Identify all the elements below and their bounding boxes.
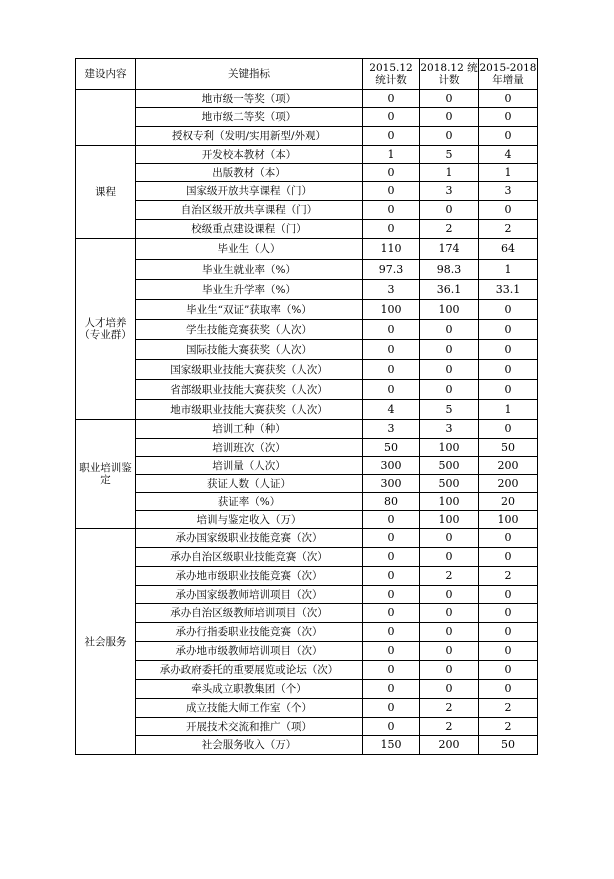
increase-cell: 0 xyxy=(479,90,538,108)
value-2018-cell: 5 xyxy=(420,146,479,164)
table-row xyxy=(76,360,538,380)
table-row xyxy=(76,457,538,475)
indicator-cell: 承办地市级职业技能竞赛（次） xyxy=(136,567,363,586)
value-2015-cell: 50 xyxy=(363,439,420,457)
increase-cell: 0 xyxy=(479,340,538,360)
indicator-cell: 承办国家级教师培训项目（次） xyxy=(136,586,363,604)
indicator-cell: 出版教材（本） xyxy=(136,164,363,182)
increase-cell: 1 xyxy=(479,164,538,182)
value-2018-cell: 0 xyxy=(420,201,479,220)
indicator-cell: 自治区级开放共享课程（门） xyxy=(136,201,363,220)
indicator-cell: 承办自治区级职业技能竞赛（次） xyxy=(136,548,363,567)
table-row xyxy=(76,220,538,239)
indicator-cell: 培训与鉴定收入（万） xyxy=(136,511,363,529)
indicator-cell: 授权专利（发明/实用新型/外观） xyxy=(136,127,363,146)
value-2015-cell: 0 xyxy=(363,680,420,699)
table-row xyxy=(76,127,538,146)
table-row xyxy=(76,736,538,755)
value-2015-cell: 110 xyxy=(363,239,420,260)
increase-cell: 20 xyxy=(479,493,538,511)
value-2018-cell: 0 xyxy=(420,529,479,548)
value-2018-cell: 2 xyxy=(420,567,479,586)
table-row xyxy=(76,699,538,718)
value-2015-cell: 100 xyxy=(363,300,420,320)
increase-cell: 4 xyxy=(479,146,538,164)
table-row xyxy=(76,340,538,360)
increase-cell: 200 xyxy=(479,457,538,475)
value-2018-cell: 2 xyxy=(420,718,479,736)
value-2015-cell: 0 xyxy=(363,642,420,661)
indicator-cell: 毕业生（人） xyxy=(136,239,363,260)
value-2018-cell: 3 xyxy=(420,420,479,439)
value-2015-cell: 0 xyxy=(363,127,420,146)
value-2018-cell: 98.3 xyxy=(420,260,479,280)
value-2018-cell: 0 xyxy=(420,380,479,400)
increase-cell: 0 xyxy=(479,623,538,642)
value-2015-cell: 0 xyxy=(363,182,420,201)
value-2018-cell: 100 xyxy=(420,439,479,457)
value-2015-cell: 0 xyxy=(363,108,420,127)
value-2018-cell: 0 xyxy=(420,680,479,699)
indicator-cell: 牵头成立职教集团（个） xyxy=(136,680,363,699)
indicator-cell: 成立技能大师工作室（个） xyxy=(136,699,363,718)
indicator-cell: 校级重点建设课程（门） xyxy=(136,220,363,239)
increase-cell: 0 xyxy=(479,604,538,623)
table-row xyxy=(76,280,538,300)
increase-cell: 0 xyxy=(479,420,538,439)
table-row xyxy=(76,239,538,260)
table-row xyxy=(76,420,538,439)
table-row xyxy=(76,604,538,623)
increase-cell: 1 xyxy=(479,260,538,280)
value-2018-cell: 3 xyxy=(420,182,479,201)
value-2015-cell: 3 xyxy=(363,280,420,300)
value-2015-cell: 0 xyxy=(363,164,420,182)
table-row xyxy=(76,380,538,400)
header-indicator: 关键指标 xyxy=(136,59,363,90)
increase-cell: 0 xyxy=(479,108,538,127)
value-2015-cell: 300 xyxy=(363,475,420,493)
value-2015-cell: 0 xyxy=(363,623,420,642)
indicator-cell: 承办国家级职业技能竞赛（次） xyxy=(136,529,363,548)
header-2015: 2015.12 统计数 xyxy=(363,59,420,90)
value-2018-cell: 0 xyxy=(420,548,479,567)
value-2018-cell: 0 xyxy=(420,90,479,108)
increase-cell: 100 xyxy=(479,511,538,529)
table-row xyxy=(76,529,538,548)
value-2018-cell: 0 xyxy=(420,340,479,360)
value-2015-cell: 97.3 xyxy=(363,260,420,280)
increase-cell: 0 xyxy=(479,548,538,567)
value-2018-cell: 0 xyxy=(420,108,479,127)
value-2015-cell: 0 xyxy=(363,604,420,623)
indicator-cell: 毕业生就业率（%） xyxy=(136,260,363,280)
value-2015-cell: 3 xyxy=(363,420,420,439)
value-2015-cell: 150 xyxy=(363,736,420,755)
header-increase: 2015-2018 年增量 xyxy=(479,59,538,90)
value-2015-cell: 0 xyxy=(363,661,420,680)
value-2015-cell: 0 xyxy=(363,220,420,239)
header-2018: 2018.12 统计数 xyxy=(420,59,479,90)
indicator-cell: 学生技能竞赛获奖（人次） xyxy=(136,320,363,340)
value-2015-cell: 80 xyxy=(363,493,420,511)
table-body xyxy=(76,59,538,755)
increase-cell: 0 xyxy=(479,127,538,146)
table-row xyxy=(76,511,538,529)
table-row xyxy=(76,680,538,699)
value-2018-cell: 500 xyxy=(420,457,479,475)
value-2015-cell: 0 xyxy=(363,380,420,400)
value-2018-cell: 100 xyxy=(420,300,479,320)
indicator-cell: 地市级二等奖（项） xyxy=(136,108,363,127)
table-row xyxy=(76,300,538,320)
indicator-cell: 毕业生升学率（%） xyxy=(136,280,363,300)
header-row xyxy=(76,59,538,90)
value-2018-cell: 0 xyxy=(420,320,479,340)
increase-cell: 0 xyxy=(479,586,538,604)
table-row xyxy=(76,201,538,220)
increase-cell: 2 xyxy=(479,699,538,718)
value-2018-cell: 500 xyxy=(420,475,479,493)
indicator-cell: 国际技能大赛获奖（人次） xyxy=(136,340,363,360)
value-2015-cell: 0 xyxy=(363,548,420,567)
indicator-cell: 获证率（%） xyxy=(136,493,363,511)
increase-cell: 0 xyxy=(479,680,538,699)
group-label: 社会服务 xyxy=(76,529,136,755)
indicator-cell: 承办自治区级教师培训项目（次） xyxy=(136,604,363,623)
value-2015-cell: 0 xyxy=(363,360,420,380)
table-row xyxy=(76,475,538,493)
value-2015-cell: 4 xyxy=(363,400,420,420)
table-row xyxy=(76,661,538,680)
value-2015-cell: 0 xyxy=(363,529,420,548)
increase-cell: 2 xyxy=(479,567,538,586)
increase-cell: 50 xyxy=(479,736,538,755)
indicator-cell: 开发校本教材（本） xyxy=(136,146,363,164)
table-row xyxy=(76,718,538,736)
value-2018-cell: 2 xyxy=(420,699,479,718)
increase-cell: 3 xyxy=(479,182,538,201)
indicator-cell: 培训量（人次） xyxy=(136,457,363,475)
increase-cell: 0 xyxy=(479,642,538,661)
indicator-table xyxy=(75,58,538,755)
table-row xyxy=(76,586,538,604)
value-2015-cell: 1 xyxy=(363,146,420,164)
indicator-cell: 国家级开放共享课程（门） xyxy=(136,182,363,201)
increase-cell: 200 xyxy=(479,475,538,493)
increase-cell: 64 xyxy=(479,239,538,260)
indicator-cell: 培训工种（种） xyxy=(136,420,363,439)
value-2015-cell: 300 xyxy=(363,457,420,475)
table-row xyxy=(76,146,538,164)
increase-cell: 0 xyxy=(479,529,538,548)
increase-cell: 0 xyxy=(479,201,538,220)
increase-cell: 0 xyxy=(479,360,538,380)
indicator-cell: 社会服务收入（万） xyxy=(136,736,363,755)
value-2018-cell: 36.1 xyxy=(420,280,479,300)
indicator-cell: 国家级职业技能大赛获奖（人次） xyxy=(136,360,363,380)
value-2018-cell: 0 xyxy=(420,604,479,623)
indicator-cell: 开展技术交流和推广（项） xyxy=(136,718,363,736)
value-2015-cell: 0 xyxy=(363,201,420,220)
value-2018-cell: 200 xyxy=(420,736,479,755)
indicator-cell: 承办行指委职业技能竞赛（次） xyxy=(136,623,363,642)
group-label: 职业培训鉴定 xyxy=(76,420,136,529)
header-content: 建设内容 xyxy=(76,59,136,90)
table-row xyxy=(76,90,538,108)
table-row xyxy=(76,548,538,567)
table-row xyxy=(76,400,538,420)
table-row xyxy=(76,320,538,340)
table-row xyxy=(76,439,538,457)
table-row xyxy=(76,567,538,586)
value-2015-cell: 0 xyxy=(363,699,420,718)
table-row xyxy=(76,164,538,182)
value-2015-cell: 0 xyxy=(363,340,420,360)
indicator-cell: 地市级职业技能大赛获奖（人次） xyxy=(136,400,363,420)
group-label xyxy=(76,90,136,146)
value-2015-cell: 0 xyxy=(363,90,420,108)
indicator-cell: 毕业生“双证”获取率（%） xyxy=(136,300,363,320)
increase-cell: 0 xyxy=(479,320,538,340)
table-row xyxy=(76,642,538,661)
value-2018-cell: 0 xyxy=(420,623,479,642)
value-2018-cell: 5 xyxy=(420,400,479,420)
value-2018-cell: 0 xyxy=(420,360,479,380)
increase-cell: 2 xyxy=(479,220,538,239)
value-2015-cell: 0 xyxy=(363,567,420,586)
table-row xyxy=(76,108,538,127)
increase-cell: 50 xyxy=(479,439,538,457)
indicator-cell: 承办地市级教师培训项目（次） xyxy=(136,642,363,661)
value-2018-cell: 2 xyxy=(420,220,479,239)
value-2018-cell: 0 xyxy=(420,586,479,604)
table-row xyxy=(76,623,538,642)
table-row xyxy=(76,260,538,280)
value-2018-cell: 0 xyxy=(420,642,479,661)
indicator-cell: 培训班次（次） xyxy=(136,439,363,457)
indicator-cell: 地市级一等奖（项） xyxy=(136,90,363,108)
increase-cell: 33.1 xyxy=(479,280,538,300)
value-2015-cell: 0 xyxy=(363,718,420,736)
indicator-cell: 获证人数（人证） xyxy=(136,475,363,493)
increase-cell: 0 xyxy=(479,300,538,320)
value-2018-cell: 100 xyxy=(420,511,479,529)
value-2015-cell: 0 xyxy=(363,511,420,529)
table-row xyxy=(76,182,538,201)
value-2018-cell: 0 xyxy=(420,127,479,146)
indicator-cell: 省部级职业技能大赛获奖（人次） xyxy=(136,380,363,400)
increase-cell: 1 xyxy=(479,400,538,420)
increase-cell: 0 xyxy=(479,661,538,680)
table-row xyxy=(76,493,538,511)
value-2015-cell: 0 xyxy=(363,320,420,340)
value-2018-cell: 0 xyxy=(420,661,479,680)
group-label: 人才培养（专业群） xyxy=(76,239,136,420)
increase-cell: 2 xyxy=(479,718,538,736)
increase-cell: 0 xyxy=(479,380,538,400)
value-2018-cell: 1 xyxy=(420,164,479,182)
value-2018-cell: 100 xyxy=(420,493,479,511)
indicator-cell: 承办政府委托的重要展览或论坛（次） xyxy=(136,661,363,680)
value-2015-cell: 0 xyxy=(363,586,420,604)
group-label: 课程 xyxy=(76,146,136,239)
value-2018-cell: 174 xyxy=(420,239,479,260)
